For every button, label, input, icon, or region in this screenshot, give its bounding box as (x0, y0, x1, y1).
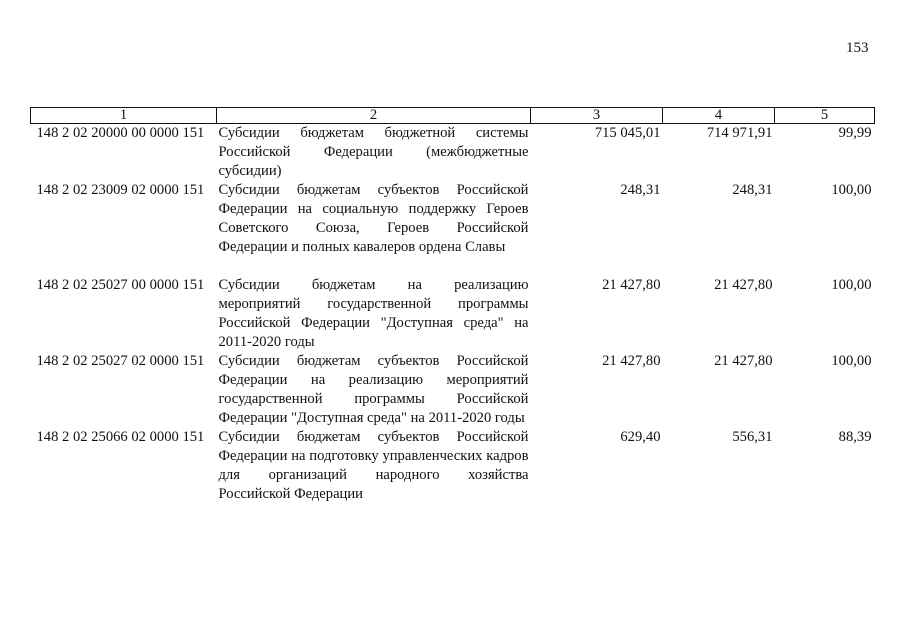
value-col-5: 100,00 (831, 182, 872, 198)
budget-code: 148 2 02 25027 02 0000 151 (36, 353, 205, 369)
header-col-3: 3 (531, 108, 663, 124)
page-number: 153 (846, 40, 869, 56)
value-col-4: 21 427,80 (714, 277, 773, 293)
table-row (31, 124, 875, 182)
table-row (31, 276, 875, 352)
value-col-4: 21 427,80 (714, 353, 773, 369)
table-body (31, 124, 875, 505)
value-col-3: 715 045,01 (594, 125, 661, 141)
table-row (31, 181, 875, 276)
table-row (31, 352, 875, 428)
item-name: Субсидии бюджетам бюджетной системы Российской Федерации (межбюджетные субсидии) (218, 125, 529, 179)
budget-code: 148 2 02 23009 02 0000 151 (36, 182, 205, 198)
value-col-4: 714 971,91 (706, 125, 773, 141)
value-col-4: 248,31 (732, 182, 773, 198)
budget-table (30, 107, 875, 504)
budget-code: 148 2 02 25066 02 0000 151 (36, 429, 205, 445)
value-col-3: 629,40 (620, 429, 661, 445)
budget-code: 148 2 02 20000 00 0000 151 (36, 125, 205, 141)
value-col-4: 556,31 (732, 429, 773, 445)
item-name: Субсидии бюджетам на реализацию мероприятий государственной программы Российской Федерации "Доступная среда" на 2011-2020 годы (218, 277, 529, 350)
value-col-3: 21 427,80 (602, 353, 661, 369)
header-col-1: 1 (31, 108, 217, 124)
header-col-2: 2 (217, 108, 531, 124)
value-col-3: 248,31 (620, 182, 661, 198)
value-col-5: 100,00 (831, 277, 872, 293)
header-row (31, 108, 875, 124)
item-name: Субсидии бюджетам субъектов Российской Федерации на подготовку управленческих кадров для организаций народного хозяйства Российской Федерации (218, 429, 529, 502)
budget-code: 148 2 02 25027 00 0000 151 (36, 277, 205, 293)
item-name: Субсидии бюджетам субъектов Российской Федерации на социальную поддержку Героев Советского Союза, Героев Российской Федерации и полных кавалеров ордена Славы (218, 182, 529, 255)
value-col-3: 21 427,80 (602, 277, 661, 293)
table-row (31, 428, 875, 504)
value-col-5: 88,39 (838, 429, 872, 445)
header-col-4: 4 (663, 108, 775, 124)
value-col-5: 99,99 (838, 125, 872, 141)
value-col-5: 100,00 (831, 353, 872, 369)
header-col-5: 5 (775, 108, 875, 124)
item-name: Субсидии бюджетам субъектов Российской Федерации на реализацию мероприятий государственной программы Российской Федерации "Доступная среда" на 2011-2020 годы (218, 353, 529, 426)
table-header (31, 108, 875, 124)
